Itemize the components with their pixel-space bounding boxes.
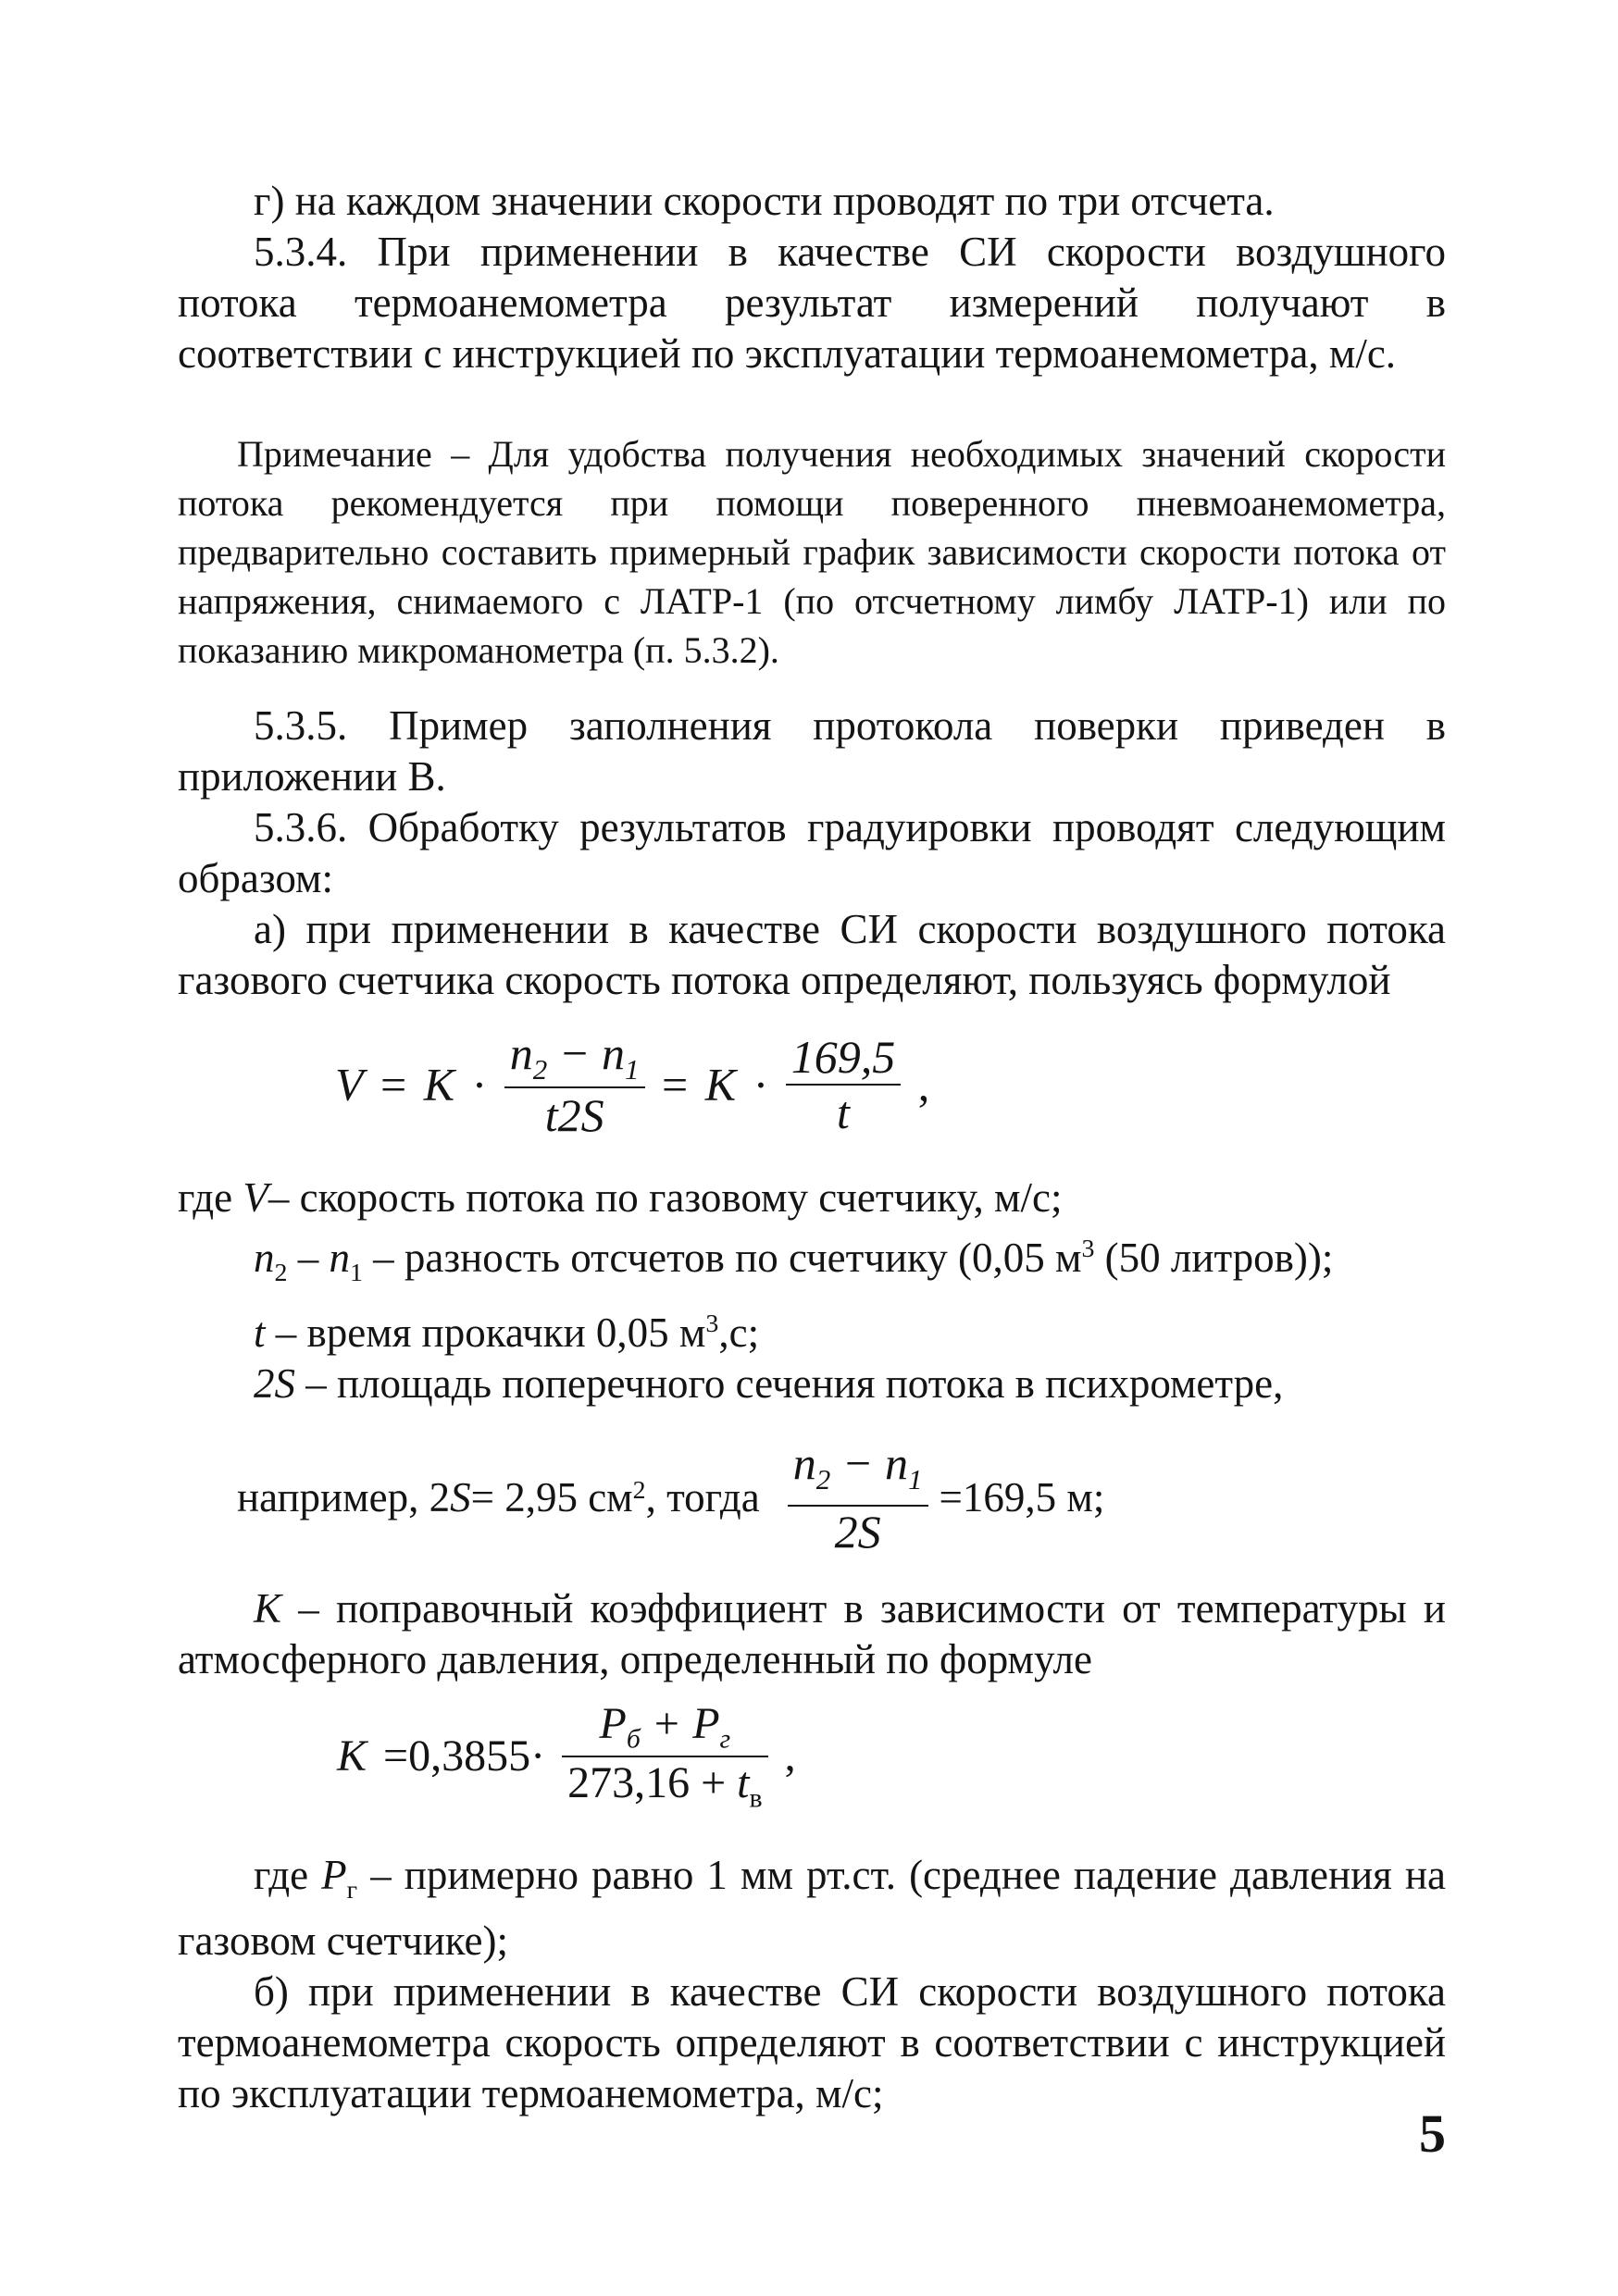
fraction-1-numerator <box>504 1026 645 1088</box>
s-description: – площадь поперечного сечения потока в психрометре, <box>295 1360 1284 1407</box>
v-symbol: V <box>243 1174 268 1221</box>
formula-dot: · <box>471 1058 488 1111</box>
example-fraction-numerator <box>788 1438 928 1507</box>
page-number: 5 <box>1419 2104 1446 2164</box>
example-fraction <box>788 1438 928 1558</box>
t-description-end: ,с; <box>718 1309 760 1356</box>
k-symbol: K <box>254 1585 282 1632</box>
fraction-2-numerator: 169,5 <box>786 1030 902 1086</box>
fraction-2 <box>786 1030 902 1139</box>
where-n <box>254 1223 1446 1298</box>
where-v <box>178 1173 1446 1223</box>
n1-sub: 1 <box>625 1053 640 1086</box>
formula-eq-2: = <box>662 1058 689 1111</box>
n2-sub: 2 <box>532 1053 548 1086</box>
example-text: например, 2 <box>237 1473 451 1520</box>
p-description: – примерно равно 1 мм рт.ст. (среднее падение давления на газовом счетчике); <box>178 1852 1446 1964</box>
k-definition <box>178 1583 1446 1685</box>
paragraph-g: г) на каждом значении скорости проводят по три отсчета. <box>254 178 1275 224</box>
s-symbol: S <box>450 1473 471 1520</box>
page-content <box>178 176 1446 2119</box>
fraction-1 <box>504 1026 645 1142</box>
square-sup: 2 <box>632 1476 646 1505</box>
p-symbol: P <box>321 1852 347 1898</box>
formula-dot-2: · <box>753 1058 769 1111</box>
k-formula-const: =0,3855· <box>383 1731 546 1781</box>
n2-symbol: n <box>254 1235 275 1281</box>
p-symbol: P <box>692 1699 720 1748</box>
denominator-const: 273,16 + <box>567 1757 738 1807</box>
example-value: = 2,95 см <box>470 1473 633 1520</box>
paragraph-b: б) при применении в качестве СИ скорости воздушного потока термоанемометра скорость определяют в соответствии с инструкцией по эксплуатации термоанемометра, м/с; <box>178 1968 1446 2116</box>
paragraph-5-3-5: 5.3.5. Пример заполнения протокола поверки приведен в приложении В. <box>178 702 1446 800</box>
note <box>178 429 1446 675</box>
example-then: , тогда <box>645 1473 760 1520</box>
where-intro: где <box>254 1852 322 1898</box>
t-sub: в <box>749 1782 763 1814</box>
k-fraction-denominator <box>562 1757 767 1815</box>
paragraph-a: а) при применении в качестве СИ скорости воздушного потока газового счетчика скорость потока определяют, пользуясь формулой <box>178 906 1446 1003</box>
example-fraction-denominator: 2S <box>834 1505 881 1558</box>
example-line <box>237 1437 1446 1558</box>
n2-sub: 2 <box>274 1259 288 1287</box>
paragraph-5-3-4: потока термоанемометра результат измерений получают в соответствии с инструкцией по эксплуатации термоанемометра, м/с. <box>178 279 1446 377</box>
formula-v: V <box>335 1058 364 1111</box>
n1-sub: 1 <box>908 1462 923 1496</box>
n1-symbol: n <box>602 1027 626 1079</box>
cube-sup: 3 <box>1081 1235 1095 1263</box>
p-symbol: P <box>599 1699 627 1748</box>
paragraph-5-3-4-line1: 5.3.4. При применении в качестве СИ скорости воздушного <box>254 229 1446 275</box>
k-fraction-numerator <box>562 1698 767 1757</box>
formula-k: K <box>423 1058 455 1111</box>
note-text: – Для удобства получения необходимых значений скорости потока рекомендуется при помощи поверенного пневмоанемометра, предварительно составить примерный график зависимости скорости потока от напряжения, снимаемого с ЛАТР-1 (по отсчетному лимбу ЛАТР-1) или по показанию микроманометра (п. 5.3.2). <box>178 433 1446 671</box>
n-description: – разность отсчетов по счетчику (0,05 м <box>362 1235 1082 1281</box>
example-result: =169,5 м; <box>939 1473 1105 1520</box>
minus-sign: − <box>830 1436 886 1489</box>
p-sub-g: г <box>719 1723 731 1755</box>
n1-symbol: n <box>329 1235 350 1281</box>
where-t <box>254 1298 1446 1359</box>
k-formula <box>337 1698 1446 1828</box>
n1-sub: 1 <box>349 1259 363 1287</box>
where-p <box>178 1850 1446 1967</box>
n1-symbol: n <box>885 1436 909 1489</box>
plus-sign: + <box>640 1699 693 1748</box>
t-symbol: t <box>737 1757 750 1807</box>
k-formula-comma: , <box>784 1731 796 1781</box>
n-description-end: (50 литров)); <box>1094 1235 1334 1281</box>
t-description: – время прокачки 0,05 м <box>265 1309 706 1356</box>
k-description: – поправочный коэффициент в зависимости от температуры и атмосферного давления, определенный по формуле <box>178 1585 1446 1682</box>
formula-k-2: K <box>704 1058 737 1111</box>
k-fraction <box>562 1698 767 1814</box>
n2-symbol: n <box>792 1436 816 1489</box>
fraction-2-denominator: t <box>837 1086 850 1138</box>
n2-sub: 2 <box>815 1462 831 1496</box>
cube-sup: 3 <box>705 1309 719 1338</box>
p-sub-b: б <box>626 1723 641 1755</box>
where-intro: где <box>178 1174 233 1221</box>
k-formula-lhs: K <box>337 1731 367 1781</box>
note-label: Примечание <box>237 433 432 475</box>
formula-eq: = <box>380 1058 407 1111</box>
minus-sign: − <box>547 1027 603 1079</box>
paragraph-5-3-6: 5.3.6. Обработку результатов градуировки проводят следующим образом: <box>178 804 1446 901</box>
v-description: – скорость потока по газовому счетчику, м/с; <box>268 1174 1063 1221</box>
where-block-1 <box>178 1173 1446 1409</box>
n2-symbol: n <box>509 1027 533 1079</box>
fraction-1-denominator: t2S <box>544 1089 604 1141</box>
p-sub: г <box>346 1876 358 1905</box>
t-symbol: t <box>254 1309 266 1356</box>
formula-comma: , <box>917 1058 930 1111</box>
s-symbol: 2S <box>254 1360 295 1407</box>
minus-sign: – <box>287 1235 330 1281</box>
where-s <box>254 1359 1446 1409</box>
velocity-formula <box>335 1026 1446 1156</box>
